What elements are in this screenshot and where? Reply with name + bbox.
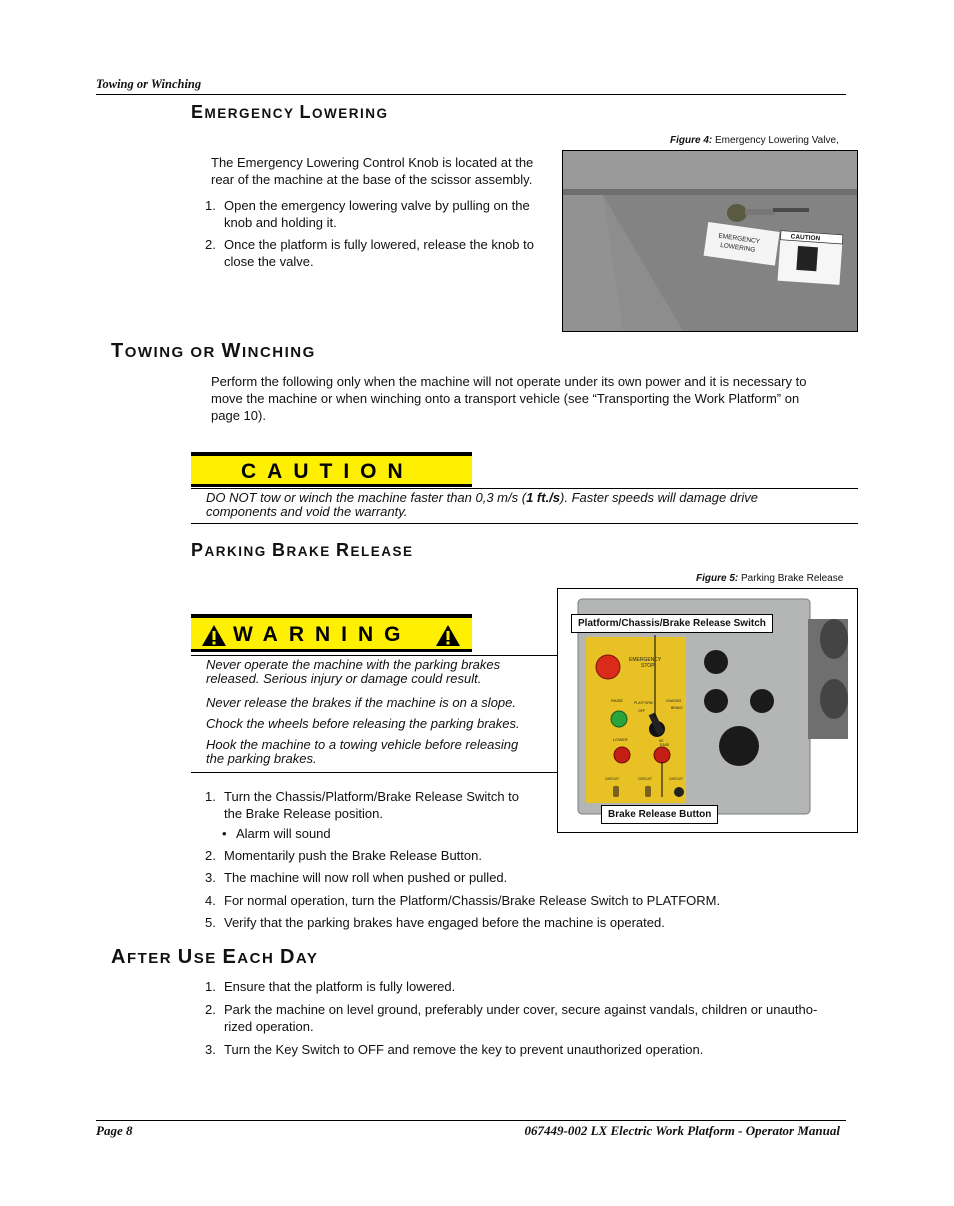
- warning-bottom-rule: [191, 772, 557, 773]
- svg-text:PLATFORM: PLATFORM: [634, 701, 653, 705]
- svg-text:BRAKE: BRAKE: [671, 706, 683, 710]
- warning-banner-label: WARNING: [233, 623, 412, 646]
- caution-banner: CAUTION: [191, 452, 472, 487]
- after-step-2: 2. Park the machine on level ground, preferably under cover, secure against vandals, children or unautho- rized operation.: [205, 1002, 818, 1034]
- photo-label-lowering: LOWERING: [719, 241, 756, 254]
- parking-step-5: 5. Verify that the parking brakes have engaged before the machine is operated.: [205, 915, 665, 930]
- parking-step-1: 1. Turn the Chassis/Platform/Brake Release Switch to the Brake Release position.: [205, 789, 520, 821]
- svg-text:CIRCUIT: CIRCUIT: [638, 777, 653, 781]
- caution-text: DO NOT tow or winch the machine faster than 0,3 m/s (1 ft./s). Faster speeds will damage drive components and void the warranty.: [206, 490, 759, 519]
- towing-intro: Perform the following only when the machine will not operate under its own power and it is necessary to move the machine or when winching onto a transport vehicle (see “Transporting the Work Platform” on page 10).: [211, 374, 807, 423]
- caution-top-rule: [191, 488, 858, 489]
- parking-step-4: 4. For normal operation, turn the Platform/Chassis/Brake Release Switch to PLATFORM.: [205, 893, 721, 908]
- warning-item-3: Chock the wheels before releasing the parking brakes.: [206, 716, 520, 731]
- svg-text:CIRCUIT: CIRCUIT: [605, 777, 620, 781]
- svg-text:LOWER: LOWER: [613, 737, 628, 742]
- svg-text:EMERGENCY: EMERGENCY: [629, 657, 662, 663]
- figure-4-photo: [562, 150, 858, 332]
- figure-5-photo: [557, 588, 858, 833]
- heading-after-use-each-day: AFTER USE EACH DAY: [111, 946, 319, 968]
- warning-item-4: Hook the machine to a towing vehicle before releasing the parking brakes.: [206, 737, 519, 766]
- parking-step-3: 3. The machine will now roll when pushed or pulled.: [205, 870, 508, 885]
- photo-label-caution: CAUTION: [790, 233, 821, 243]
- warning-banner: [191, 614, 472, 652]
- heading-emergency-lowering: EMERGENCY LOWERING: [191, 102, 389, 122]
- svg-text:EASE: EASE: [660, 743, 670, 747]
- caution-bottom-rule: [191, 523, 858, 524]
- photo-label-emergency: EMERGENCY: [717, 232, 761, 246]
- figure-5-caption: Figure 5: Parking Brake Release: [696, 573, 844, 584]
- running-header: Towing or Winching: [96, 77, 202, 91]
- warning-top-rule: [191, 655, 557, 656]
- svg-text:OFF: OFF: [638, 709, 645, 713]
- heading-parking-brake-release: PARKING BRAKE RELEASE: [191, 540, 414, 560]
- warning-triangle-icon: [435, 624, 461, 647]
- svg-text:CIRCUIT: CIRCUIT: [669, 777, 684, 781]
- svg-text:KE: KE: [659, 739, 664, 743]
- emergency-intro: The Emergency Lowering Control Knob is located at the rear of the machine at the base of the scissor assembly.: [211, 155, 534, 187]
- heading-towing-or-winching: TOWING OR WINCHING: [111, 340, 316, 362]
- after-step-1: 1. Ensure that the platform is fully lowered.: [205, 979, 456, 994]
- emergency-step-2: 2. Once the platform is fully lowered, release the knob to close the valve.: [205, 237, 534, 269]
- svg-text:RAISE: RAISE: [611, 698, 624, 703]
- header-rule: [96, 94, 846, 95]
- footer-rule: [96, 1120, 846, 1121]
- after-step-3: 3. Turn the Key Switch to OFF and remove the key to prevent unauthorized operation.: [205, 1042, 704, 1057]
- footer-manual-title: 067449-002 LX Electric Work Platform - Operator Manual: [524, 1123, 840, 1138]
- svg-text:CHASSIS: CHASSIS: [666, 699, 682, 703]
- callout-platform-chassis-brake-release-switch: Platform/Chassis/Brake Release Switch: [571, 614, 773, 633]
- emergency-step-1: 1. Open the emergency lowering valve by pulling on the knob and holding it.: [205, 198, 530, 230]
- warning-item-2: Never release the brakes if the machine is on a slope.: [206, 695, 517, 710]
- svg-text:STOP: STOP: [641, 663, 655, 669]
- callout-brake-release-button: Brake Release Button: [601, 805, 718, 824]
- warning-item-1: Never operate the machine with the parking brakes released. Serious injury or damage could result.: [206, 657, 501, 686]
- warning-triangle-icon: [201, 624, 227, 647]
- parking-step-2: 2. Momentarily push the Brake Release Button.: [205, 848, 482, 863]
- figure-4-caption: Figure 4: Emergency Lowering Valve,: [670, 135, 839, 146]
- parking-step-1-bullet: • Alarm will sound: [222, 826, 331, 841]
- footer-page-number: Page 8: [96, 1123, 133, 1138]
